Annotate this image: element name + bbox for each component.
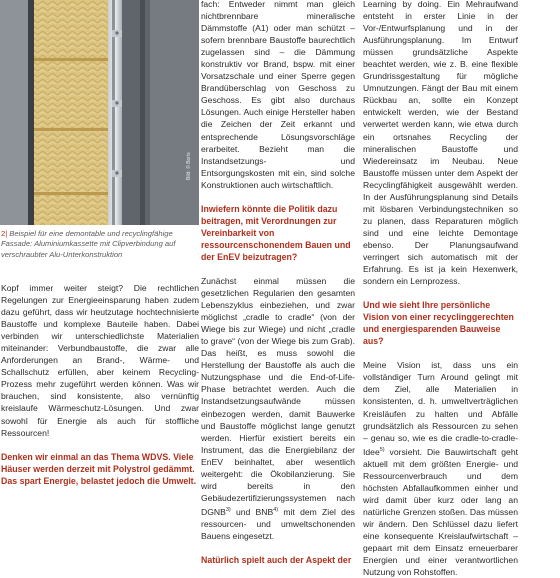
- col2-paragraph-2-part-c: mit dem Ziel des ressourcen- und umweltschonenden Bauens eingesetzt.: [201, 506, 355, 541]
- column-3: [363, 0, 518, 578]
- figure-caption-text: Beispiel für eine demontable und recyclingfähige Fassade: Aluminiumkassette mit Clipverbindung auf verschraubter Alu-Unterkonstruktion: [1, 229, 176, 259]
- col1-paragraph: Kopf immer weiter steigt? Die rechtlichen Regelungen zur Energieeinsparung haben zudem dazu geführt, dass wir heutzutage hochtechnisierte Baustoffe und komplexe Bauteile haben. Dabei verbinden wir unterschiedlichste Materialien miteinander: Verbundbaustoffe, die zwar alle Anforderungen an Brand-, Wärme- und Schallschutz erfüllen, aber keinem Recycling-Prozess mehr zugeführt werden können. Was wir brauchen, sind konsistente, also vernünftig kreislaufe Wärmeschutz-Lösungen. Und zwar sowohl für Energie als auch für stoffliche Ressourcen!: [1, 283, 199, 438]
- col2-paragraph-1: fach: Entweder nimmt man gleich nichtbrennbare mineralische Dämmstoffe (A1) oder man schützt – sofern brennbare Baustoffe baurechtlich zugelassen sind – die Dämmung konstruktiv vor Brand, bspw. mit einer Vorsatzschale und einer Sperre gegen Brandüberschlag von Geschoss zu Geschoss. Es gibt also durchaus Lösungen. Auch einige Hersteller haben die Zeichen der Zeit erkannt und entsprechende Lösungsvorschläge erarbeitet. Bezieht man die Instandsetzungs- und Entsorgungskosten mit ein, sind solche Konstruktionen auch wirtschaftlich.: [201, 0, 355, 190]
- col2-paragraph-2: [201, 275, 355, 542]
- col3-paragraph-2-part-b: vorsieht. Die Bauwirtschaft geht aktuell mit dem größten Energie- und Ressourcenverbrauch und dem höchsten Abfallaufkommen einher und wird damit über kurz oder lang an natürliche Grenzen stoßen. Das müssen wir ändern. Den Schlüssel dazu liefert eine konsequente Kreislaufwirtschaft – gepaart mit dem Einsatz erneuerbarer Energien und einer verantwortlichen Nutzung von Rohstoffen.: [363, 446, 518, 577]
- col1-question: Denken wir einmal an das Thema WDVS. Viele Häuser werden derzeit mit Polystrol gedämmt. Das spart Energie, belastet jedoch die Umwelt.: [1, 451, 197, 486]
- figure-caption: [1, 229, 200, 260]
- col3-question: Und wie sieht Ihre persönliche Vision von einer recyclinggerechten und energiesparenden Bauweise aus?: [363, 300, 514, 347]
- column-1: [1, 282, 199, 487]
- col2-paragraph-2-part-b: und BNB: [230, 506, 274, 517]
- column-2: [201, 0, 355, 566]
- footnote-ref-3: 3): [225, 506, 231, 513]
- photo-credit: Bild: © Boris: [186, 152, 192, 180]
- footnote-ref-4: 4): [273, 506, 279, 513]
- figure-number: 2|: [1, 229, 8, 238]
- footnote-ref-5: 5): [379, 446, 385, 453]
- col3-paragraph-1: Learning by doing. Ein Mehraufwand entsteht in erster Linie in der Vor-/Entwurfsplanung und in der Ausführungsplanung. Im Entwurf müssen grundsätzliche Aspekte beachtet werden, wie z. B. eine flexible Grundrissgestaltung für mögliche Umnutzungen. Fängt der Bau mit einem Rückbau an, sollte ein Konzept entwickelt werden, wie der Bestand verwertet werden kann, wie etwa durch ein ortsnahes Recycling der mineralischen Baustoffe und Wiedereinsatz im Neubau. Neue Baustoffe müssen unter dem Aspekt der Recyclingfähigkeit ausgewählt werden. In der Ausführungsplanung sind Details mit lösbaren Verbindungstechniken so zu planen, dass Reparaturen möglich sind und eine leichte Demontage ebenso. Der Planungsaufwand verringert sich automatisch mit der Erfahrung. Es ist ja kein Hexenwerk, sondern ein Lernprozess.: [363, 0, 518, 287]
- col3-paragraph-2-part-a: Meine Vision ist, dass uns ein vollständiger Turn Around gelingt mit dem Ziel, alle Materialien in konsistenten, d. h. umweltverträglichen Kreisläufen zu halten und Abfälle grundsätzlich als Ressourcen zu sehen – genau so, wie es die cradle-to-cradle-Idee: [363, 360, 518, 457]
- col2-paragraph-2-part-a: Zunächst einmal müssen die gesetzlichen Regularien den gesamten Lebenszyklus einbeziehen, und zwar möglichst „cradle to cradle“ (von der Wiege bis zur Wiege) und nicht „cradle to grave“ (von der Wiege bis zum Grab). Das heißt, es muss sowohl die Herstellung der Baustoffe als auch die Nutzungsphase und die End-of-Life-Phase betrachtet werden. Auch die Instandsetzungsaufwände müssen einbezogen werden, damit Bauwerke und Baustoffe möglichst lange genutzt werden. Hierfür existiert bereits ein Instrument, das die Energiebilanz der EnEV beinhaltet, aber wesentlich weitergeht: die Ökobilanzierung. Sie wird bereits in den Gebäudezertifizierungssystemen nach DGNB: [201, 275, 355, 517]
- col3-paragraph-2: [363, 359, 518, 578]
- col2-question-2: Natürlich spielt auch der Aspekt der: [201, 554, 352, 565]
- col2-question-1: Inwiefern könnte die Politik dazu beitragen, mit Verordnungen zur Vereinbarkeit von ressourcenschonendem Bauen und der EnEV beizutragen?: [201, 203, 351, 262]
- figure-photo: [0, 0, 199, 225]
- facade-photo-illustration: [0, 0, 199, 225]
